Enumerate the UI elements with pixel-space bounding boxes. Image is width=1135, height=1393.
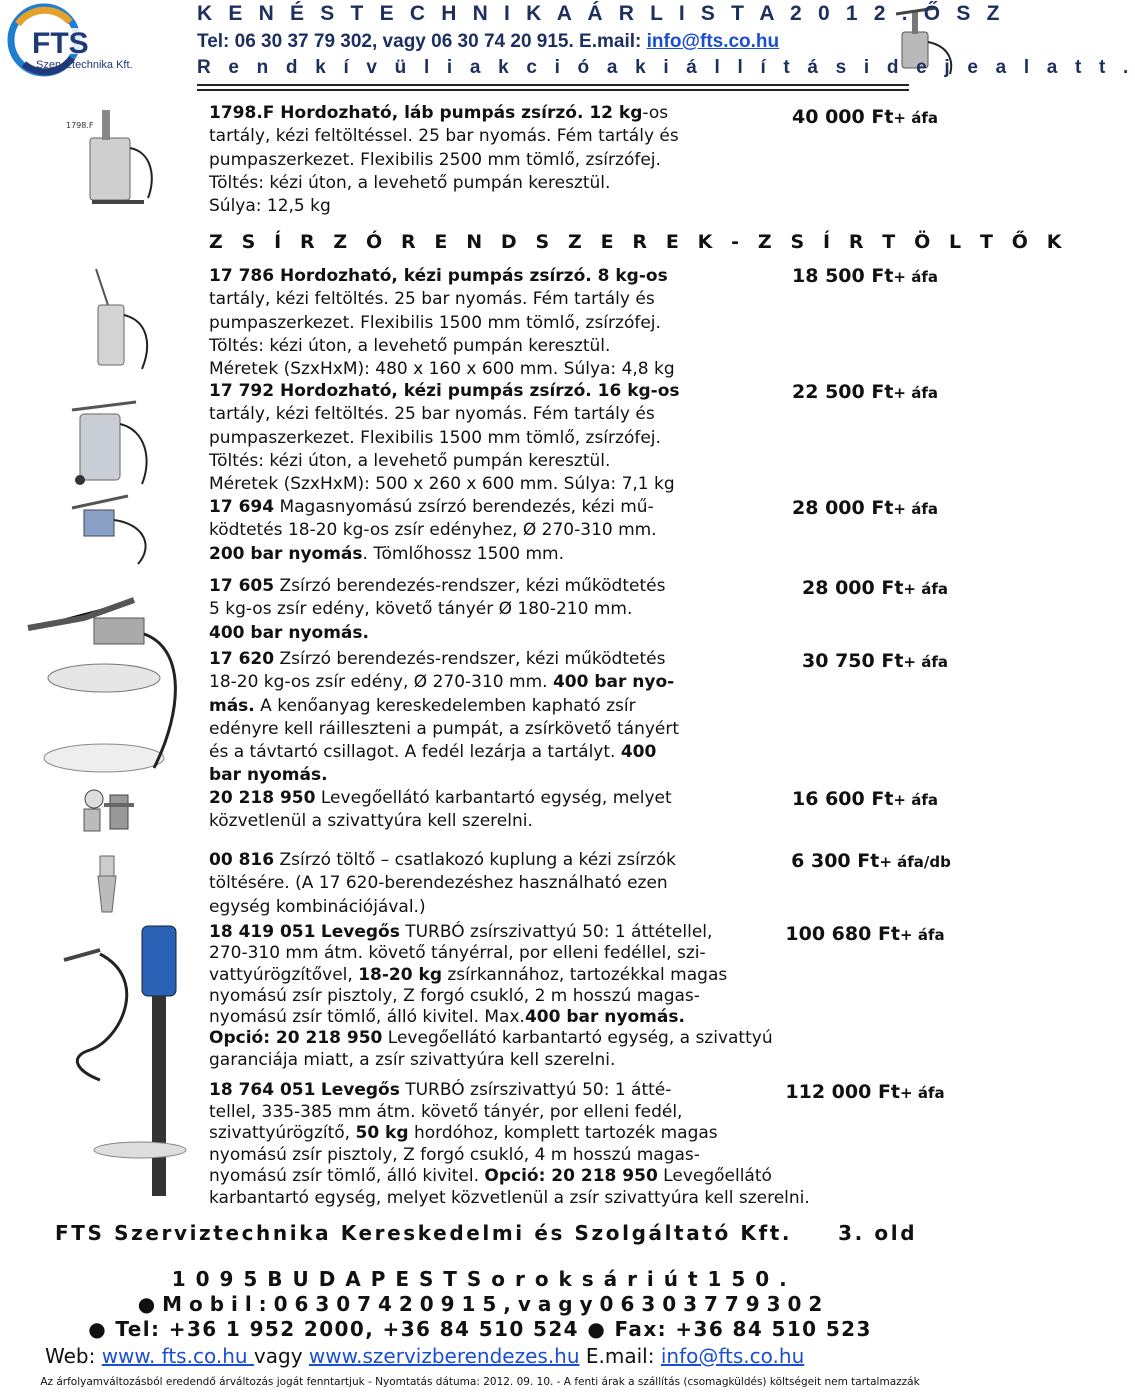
description-line: 17 786 Hordozható, kézi pumpás zsírzó. 8 kg-os bbox=[209, 266, 668, 286]
description-line: nyomású zsír pisztoly, Z forgó csukló, 2 m hosszú magas- bbox=[209, 985, 700, 1006]
header-email-link[interactable]: info@fts.co.hu bbox=[646, 31, 780, 52]
promo-line: R e n d k í v ü l i a k c i ó a k i á l l í t á s i d e j e a l a t t . bbox=[197, 57, 1135, 78]
price-vat: + áfa bbox=[903, 653, 948, 671]
description-line: Opció: 20 218 950 Levegőellátó karbantartó egység, a szivattyú bbox=[209, 1028, 773, 1049]
description-line: 18 764 051 Levegős TURBÓ zsírszivattyú 50: 1 átté- bbox=[209, 1080, 672, 1100]
product-description bbox=[209, 1080, 810, 1210]
web-label: Web: bbox=[45, 1344, 102, 1368]
product-price bbox=[770, 106, 960, 128]
product-description bbox=[209, 496, 754, 566]
product-price bbox=[776, 850, 966, 872]
description-line: 17 620 Zsírzó berendezés-rendszer, kézi működtetés bbox=[209, 649, 666, 669]
description-line: pumpaszerkezet. Flexibilis 2500 mm tömlő, zsírzófej. bbox=[209, 149, 661, 170]
description-line: Töltés: kézi úton, a levehető pumpán keresztül. bbox=[209, 450, 611, 471]
description-line: más. A kenőanyag kereskedelemben kapható zsír bbox=[209, 695, 636, 716]
description-line: Töltés: kézi úton, a levehető pumpán keresztül. bbox=[209, 335, 611, 356]
footer-mobile: ● M o b i l : 0 6 3 0 7 4 2 0 9 1 5 , v a g y 0 6 3 0 3 7 7 9 3 0 2 bbox=[137, 1292, 823, 1316]
product-price bbox=[780, 577, 970, 599]
page-number: 3. old bbox=[838, 1221, 918, 1245]
web-link-fts[interactable]: www. fts.co.hu bbox=[101, 1344, 254, 1368]
price-value: 28 000 Ft bbox=[802, 577, 904, 599]
price-value: 18 500 Ft bbox=[792, 265, 894, 287]
footer-company: FTS Szerviztechnika Kereskedelmi és Szolgáltató Kft. bbox=[55, 1221, 793, 1245]
description-line: egység kombinációjával.) bbox=[209, 896, 426, 917]
product-description bbox=[209, 265, 754, 381]
description-line: 00 816 Zsírzó töltő – csatlakozó kuplung a kézi zsírzók bbox=[209, 850, 676, 870]
product-price bbox=[770, 381, 960, 403]
description-line: Töltés: kézi úton, a levehető pumpán keresztül. bbox=[209, 172, 611, 193]
header-contact bbox=[197, 31, 779, 53]
price-vat: + áfa/db bbox=[879, 853, 951, 871]
description-line: töltésére. (A 17 620-berendezéshez használható ezen bbox=[209, 873, 668, 894]
description-line: nyomású zsír tömlő, álló kivitel. Opció: 20 218 950 Levegőellátó bbox=[209, 1166, 772, 1187]
product-image-20218950 bbox=[80, 785, 140, 835]
description-line: bar nyomás. bbox=[209, 765, 328, 786]
description-line: 18 419 051 Levegős TURBÓ zsírszivattyú 50: 1 áttétellel, bbox=[209, 922, 713, 942]
footer-web-line bbox=[45, 1344, 804, 1368]
description-line: 1798.F Hordozható, láb pumpás zsírzó. 12 kg-os bbox=[209, 103, 669, 123]
price-value: 22 500 Ft bbox=[792, 381, 894, 403]
description-line: 18-20 kg-os zsír edény, Ø 270-310 mm. 400 bar nyo- bbox=[209, 672, 675, 693]
price-value: 28 000 Ft bbox=[792, 497, 894, 519]
header-phone: Tel: 06 30 37 79 302, vagy 06 30 74 20 915. E.mail: bbox=[197, 31, 647, 52]
description-line: pumpaszerkezet. Flexibilis 1500 mm tömlő, zsírzófej. bbox=[209, 427, 661, 448]
price-vat: + áfa bbox=[893, 500, 938, 518]
description-line: Méretek (SzxHxM): 500 x 260 x 600 mm. Súlya: 7,1 kg bbox=[209, 474, 675, 495]
price-vat: + áfa bbox=[900, 926, 945, 944]
description-line: karbantartó egység, melyet közvetlenül a zsír szivattyúra kell szerelni. bbox=[209, 1187, 810, 1208]
description-line: 20 218 950 Levegőellátó karbantartó egység, melyet bbox=[209, 788, 672, 808]
price-vat: + áfa bbox=[893, 109, 938, 127]
description-line: tartály, kézi feltöltéssel. 25 bar nyomás. Fém tartály és bbox=[209, 126, 679, 147]
product-description bbox=[209, 787, 754, 834]
logo-text: FTS bbox=[32, 27, 89, 60]
header-rule-bottom bbox=[197, 89, 909, 91]
price-value: 40 000 Ft bbox=[792, 106, 894, 128]
description-line: tartály, kézi feltöltés. 25 bar nyomás. Fém tartály és bbox=[209, 404, 655, 425]
product-image-17605 bbox=[24, 578, 192, 778]
description-line: nyomású zsír pisztoly, Z forgó csukló, 4 m hosszú magas- bbox=[209, 1144, 700, 1165]
description-line: és a távtartó csillagot. A fedél lezárja a tartályt. 400 bbox=[209, 742, 657, 763]
footer-tel-fax: ● Tel: +36 1 952 2000, +36 84 510 524 ● Fax: +36 84 510 523 bbox=[88, 1317, 872, 1341]
product-image-17786 bbox=[82, 265, 162, 375]
web-or: vagy bbox=[253, 1344, 309, 1368]
description-line: 270-310 mm átm. követő tányérral, por elleni fedéllel, szi- bbox=[209, 943, 706, 964]
description-line: szivattyúrögzítő, 50 kg hordóhoz, komplett tartozék magas bbox=[209, 1123, 718, 1144]
description-line: Súlya: 12,5 kg bbox=[209, 196, 331, 217]
footer-email-link[interactable]: info@fts.co.hu bbox=[660, 1344, 805, 1368]
description-line: tellel, 335-385 mm átm. követő tányér, por elleni fedél, bbox=[209, 1101, 683, 1122]
product-description bbox=[209, 380, 754, 496]
product-description bbox=[209, 849, 754, 919]
product-price bbox=[780, 650, 970, 672]
description-line: garanciája miatt, a zsír szivattyúra kell szerelni. bbox=[209, 1049, 616, 1070]
description-line: közvetlenül a szivattyúra kell szerelni. bbox=[209, 811, 533, 832]
product-image-label: 1798.F bbox=[66, 121, 94, 130]
description-line: 5 kg-os zsír edény, követő tányér Ø 180-210 mm. bbox=[209, 599, 633, 620]
product-image-00816 bbox=[92, 852, 122, 916]
company-logo bbox=[4, 4, 189, 76]
pricelist-title: K E N É S T E C H N I K A Á R L I S T A 2 0 1 2 . Ő S Z bbox=[197, 2, 1005, 25]
email-label: E.mail: bbox=[579, 1344, 661, 1368]
description-line: pumpaszerkezet. Flexibilis 1500 mm tömlő, zsírzófej. bbox=[209, 312, 661, 333]
price-value: 30 750 Ft bbox=[802, 650, 904, 672]
product-image-17694 bbox=[68, 490, 168, 570]
footer-company-line bbox=[55, 1221, 917, 1245]
price-vat: + áfa bbox=[893, 268, 938, 286]
price-value: 6 300 Ft bbox=[791, 850, 880, 872]
product-price bbox=[770, 1081, 960, 1103]
description-line: edényre kell ráilleszteni a pumpát, a zsírkövető tányért bbox=[209, 718, 680, 739]
description-line: 17 605 Zsírzó berendezés-rendszer, kézi működtetés bbox=[209, 576, 666, 596]
product-image-17792 bbox=[66, 380, 166, 488]
product-price bbox=[770, 923, 960, 945]
product-price bbox=[770, 265, 960, 287]
header-rule-top bbox=[197, 84, 909, 86]
price-value: 112 000 Ft bbox=[785, 1081, 901, 1103]
price-vat: + áfa bbox=[900, 1084, 945, 1102]
price-value: 16 600 Ft bbox=[792, 788, 894, 810]
product-description bbox=[209, 575, 754, 645]
product-price bbox=[770, 497, 960, 519]
section-title: Z S Í R Z Ó R E N D S Z E R E K - Z S Í R T Ö L T Ő K bbox=[209, 231, 1068, 253]
description-line: 200 bar nyomás. Tömlőhossz 1500 mm. bbox=[209, 543, 564, 564]
web-link-szervizberendezes[interactable]: www.szervizberendezes.hu bbox=[308, 1344, 580, 1368]
description-line: 400 bar nyomás. bbox=[209, 622, 369, 643]
footer-address: 1 0 9 5 B U D A P E S T S o r o k s á r i ú t 1 5 0 . bbox=[171, 1267, 789, 1291]
product-description bbox=[209, 922, 773, 1071]
price-value: 100 680 Ft bbox=[785, 923, 901, 945]
product-image-1798f bbox=[52, 98, 172, 218]
product-image-18419051 bbox=[60, 920, 190, 1200]
price-vat: + áfa bbox=[893, 791, 938, 809]
footer-disclaimer: Az árfolyamváltozásból eredendő árváltozás jogát fenntartjuk - Nyomtatás dátuma: 2012. 09. 10. - A fenti árak a szállítás (csomagküldés) költségeit nem tartalmazzák bbox=[40, 1376, 920, 1388]
product-description bbox=[209, 648, 754, 788]
description-line: tartály, kézi feltöltés. 25 bar nyomás. Fém tartály és bbox=[209, 289, 655, 310]
description-line: nyomású zsír tömlő, álló kivitel. Max.400 bar nyomás. bbox=[209, 1007, 685, 1028]
description-line: vattyúrögzítővel, 18-20 kg zsírkannához, tartozékkal magas bbox=[209, 964, 728, 985]
logo-subtext: Szerviztechnika Kft. bbox=[36, 59, 133, 71]
description-line: ködtetés 18-20 kg-os zsír edényhez, Ø 270-310 mm. bbox=[209, 520, 657, 541]
description-line: Méretek (SzxHxM): 480 x 160 x 600 mm. Súlya: 4,8 kg bbox=[209, 359, 675, 380]
price-vat: + áfa bbox=[893, 384, 938, 402]
product-description bbox=[209, 102, 754, 218]
description-line: 17 694 Magasnyomású zsírzó berendezés, kézi mű- bbox=[209, 497, 654, 517]
price-vat: + áfa bbox=[903, 580, 948, 598]
product-price bbox=[770, 788, 960, 810]
description-line: 17 792 Hordozható, kézi pumpás zsírzó. 16 kg-os bbox=[209, 381, 680, 401]
